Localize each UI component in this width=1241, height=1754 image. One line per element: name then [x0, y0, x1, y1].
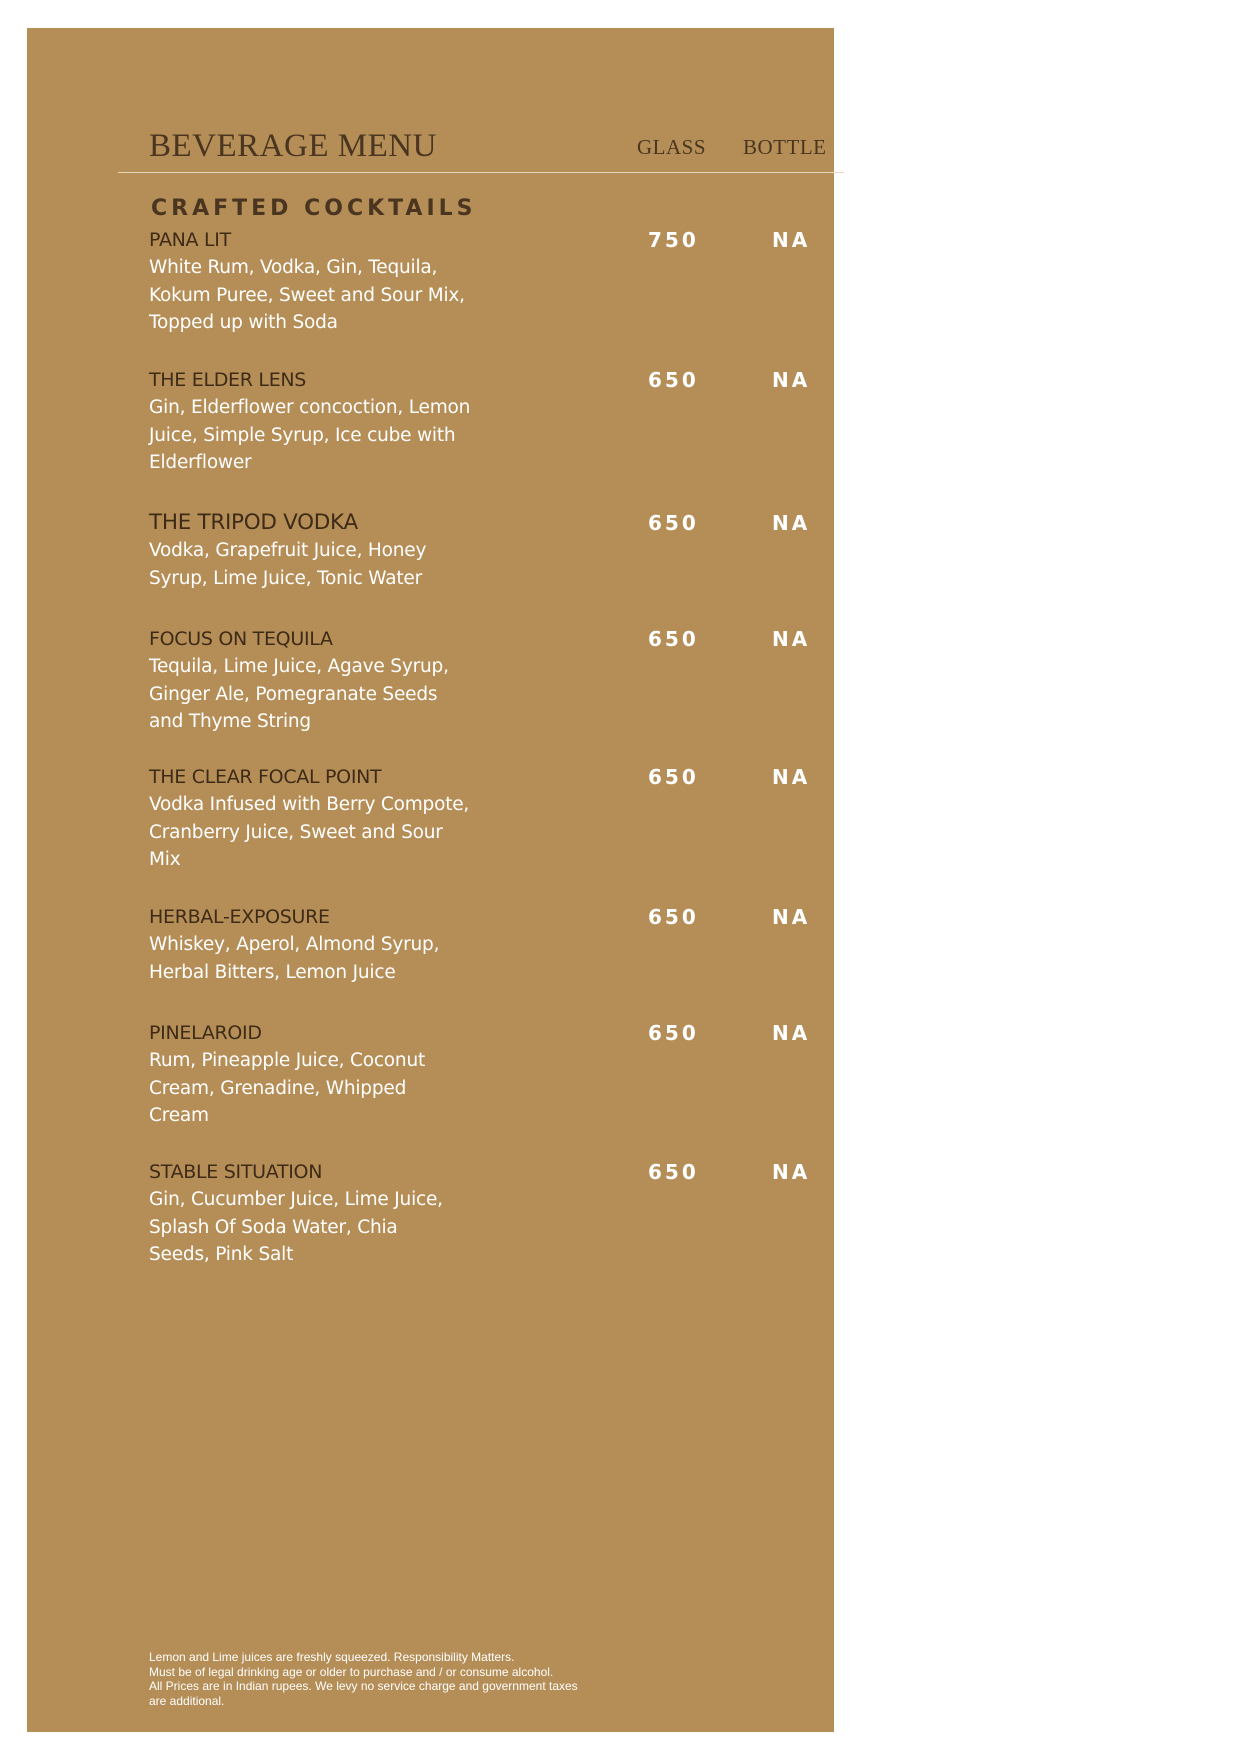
- item-name: THE CLEAR FOCAL POINT: [149, 766, 382, 788]
- item-description: Rum, Pineapple Juice, Coconut Cream, Grenadine, Whipped Cream: [149, 1050, 426, 1126]
- item-name: THE ELDER LENS: [149, 369, 307, 391]
- menu-items: [27, 28, 834, 1732]
- glass-price: 650: [648, 905, 699, 929]
- footer-line: are additional.: [149, 1693, 225, 1708]
- page-title: BEVERAGE MENU: [149, 128, 437, 164]
- item-name: FOCUS ON TEQUILA: [149, 628, 333, 650]
- glass-price: 650: [648, 511, 699, 535]
- bottle-price: NA: [772, 765, 811, 789]
- item-name: THE TRIPOD VODKA: [149, 510, 358, 535]
- bottle-price: NA: [772, 228, 811, 252]
- item-name: HERBAL-EXPOSURE: [149, 906, 330, 928]
- bottle-column-header: BOTTLE: [743, 135, 827, 159]
- menu-item: [149, 367, 849, 477]
- bottle-price: NA: [772, 627, 811, 651]
- footer-notes: [149, 1650, 669, 1708]
- footer-line: All Prices are in Indian rupees. We levy no service charge and government taxes: [149, 1679, 578, 1693]
- item-description: Vodka, Grapefruit Juice, Honey Syrup, Lime Juice, Tonic Water: [149, 540, 427, 589]
- bottle-price: NA: [772, 368, 811, 392]
- bottle-price: NA: [772, 905, 811, 929]
- item-description: Tequila, Lime Juice, Agave Syrup, Ginger Ale, Pomegranate Seeds and Thyme String: [149, 656, 449, 732]
- glass-price: 750: [648, 228, 699, 252]
- footer-line: Must be of legal drinking age or older to purchase and / or consume alcohol.: [149, 1664, 554, 1679]
- item-name: STABLE SITUATION: [149, 1161, 323, 1183]
- menu-item: [149, 1020, 849, 1130]
- menu-panel: [27, 28, 834, 1732]
- item-description: Vodka Infused with Berry Compote, Cranberry Juice, Sweet and Sour Mix: [149, 794, 470, 870]
- item-name: PANA LIT: [149, 229, 231, 251]
- bottle-price: NA: [772, 1021, 811, 1045]
- item-description: Gin, Cucumber Juice, Lime Juice, Splash Of Soda Water, Chia Seeds, Pink Salt: [149, 1189, 443, 1265]
- glass-price: 650: [648, 627, 699, 651]
- glass-price: 650: [648, 765, 699, 789]
- item-description: Gin, Elderflower concoction, Lemon Juice, Simple Syrup, Ice cube with Elderflower: [149, 397, 471, 473]
- item-description: White Rum, Vodka, Gin, Tequila, Kokum Puree, Sweet and Sour Mix, Topped up with Soda: [149, 257, 465, 333]
- item-name: PINELAROID: [149, 1022, 262, 1044]
- menu-item: [149, 510, 849, 592]
- glass-price: 650: [648, 1160, 699, 1184]
- menu-item: [149, 626, 849, 736]
- footer-line: Lemon and Lime juices are freshly squeezed. Responsibility Matters.: [149, 1650, 515, 1664]
- menu-item: [149, 764, 849, 874]
- bottle-price: NA: [772, 1160, 811, 1184]
- menu-item: [149, 227, 849, 337]
- section-title: CRAFTED COCKTAILS: [151, 196, 477, 221]
- menu-item: [149, 904, 849, 986]
- glass-price: 650: [648, 1021, 699, 1045]
- glass-price: 650: [648, 368, 699, 392]
- menu-item: [149, 1159, 849, 1269]
- bottle-price: NA: [772, 511, 811, 535]
- item-description: Whiskey, Aperol, Almond Syrup, Herbal Bitters, Lemon Juice: [149, 934, 440, 983]
- glass-column-header: GLASS: [637, 135, 707, 159]
